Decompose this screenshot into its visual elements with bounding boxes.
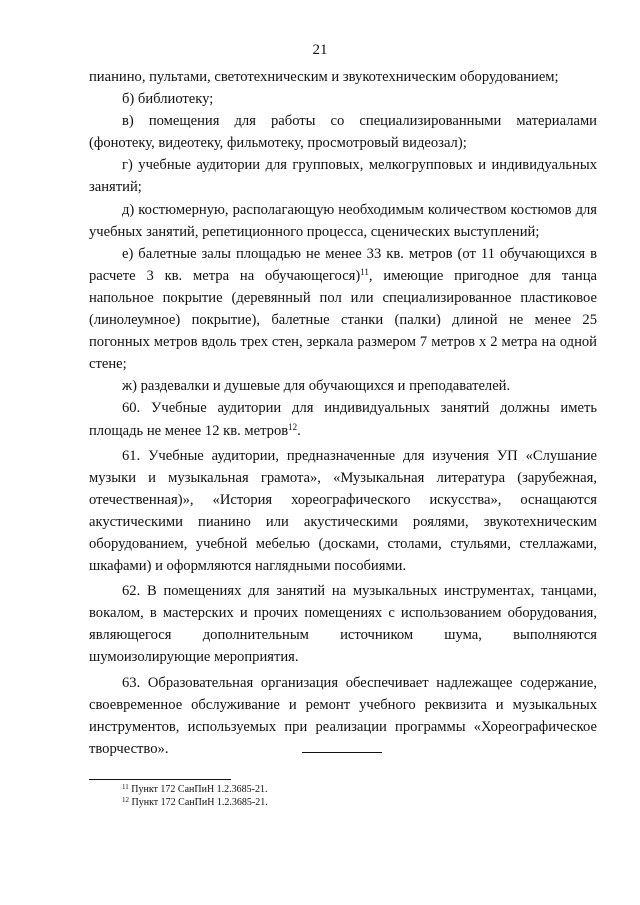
paragraph-item-e — [89, 243, 597, 376]
section-end-divider — [302, 752, 382, 753]
paragraph-item-v: в) помещения для работы со специализированными материалами (фонотеку, видеотеку, фильмотеку, просмотровый видеозал); — [89, 113, 597, 152]
paragraph-item-e-text-end: , имеющие пригодное для танца напольное покрытие (деревянный пол или специализированное пластиковое (линолеумное) покрытие), балетные станки (палки) длиной не менее 25 погонных метров вдоль трех стен, зеркала размером 7 метров х 2 метра на одной стене; — [89, 267, 597, 373]
footnote-number: 11 — [122, 783, 129, 791]
paragraph-63: 63. Образовательная организация обеспечивает надлежащее содержание, своевременное обслуживание и ремонт учебного реквизита и музыкальных инструментов, используемых при реализации программы «Хореографическое творчество». — [89, 674, 597, 757]
paragraph-item-b: б) библиотеку; — [122, 91, 214, 108]
footnote-ref-12[interactable]: 12 — [288, 421, 298, 432]
footnote-separator — [89, 779, 231, 780]
footnote-12 — [122, 797, 268, 810]
paragraph-60-text: 60. Учебные аудитории для индивидуальных занятий должны иметь площадь не менее 12 кв. метров — [89, 400, 597, 439]
paragraph-61: 61. Учебные аудитории, предназначенные для изучения УП «Слушание музыки и музыкальная грамота», «Музыкальная литература (зарубежная, отечественная)», «История хореографического искусства», оснащаются акустическими пианино или акустическими роялями, звукотехническим оборудованием, учебной мебелью (досками, столами, стульями, стеллажами, шкафами) и оформляются наглядными пособиями. — [89, 447, 597, 575]
paragraph-item-g: г) учебные аудитории для групповых, мелкогрупповых и индивидуальных занятий; — [89, 157, 597, 196]
page-number: 21 — [312, 42, 328, 58]
footnote-ref-11[interactable]: 11 — [360, 266, 369, 277]
paragraph-60-end: . — [297, 422, 301, 439]
footnote-text: Пункт 172 СанПиН 1.2.3685-21. — [129, 796, 268, 808]
footnote-number: 12 — [122, 795, 129, 804]
paragraph-continuation: пианино, пультами, светотехническим и звукотехническим оборудованием; — [89, 69, 559, 85]
footnote-text: Пункт 172 СанПиН 1.2.3685-21. — [128, 784, 268, 795]
paragraph-item-zh: ж) раздевалки и душевые для обучающихся и преподавателей. — [122, 378, 511, 395]
paragraph-62: 62. В помещениях для занятий на музыкальных инструментах, танцами, вокалом, в мастерских и прочих помещениях с использованием оборудования, являющегося дополнительным источником шума, выполняются шумоизолирующие мероприятия. — [89, 583, 597, 666]
paragraph-item-d: д) костюмерную, располагающую необходимым количеством костюмов для учебных занятий, репетиционного процесса, сценических выступлений; — [89, 201, 597, 240]
paragraph-item-e-text-start: е) балетные залы площадью не менее 33 кв. метров (от 11 обучающихся в расчете 3 кв. метра на обучающегося) — [89, 245, 597, 284]
paragraph-60 — [89, 397, 597, 441]
footnotes — [122, 784, 268, 809]
footnote-11 — [122, 784, 268, 797]
document-body — [89, 66, 597, 760]
